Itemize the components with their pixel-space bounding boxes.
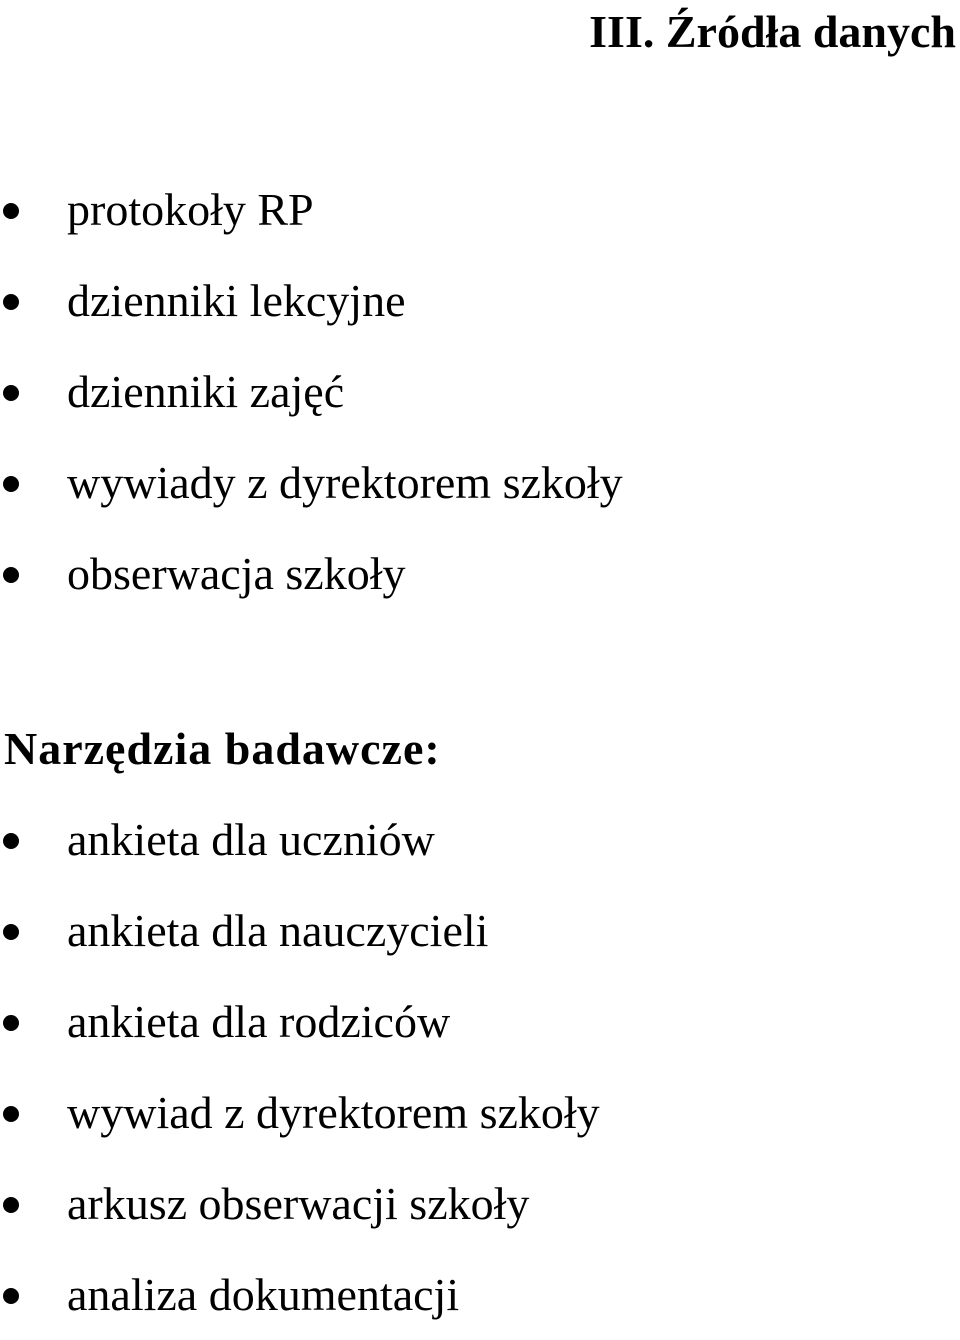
list-item-label: arkusz obserwacji szkoły bbox=[67, 1178, 530, 1229]
list-item-label: ankieta dla nauczycieli bbox=[67, 905, 489, 956]
bullet-icon bbox=[3, 924, 19, 940]
list-item bbox=[0, 1067, 960, 1158]
research-tools-list bbox=[0, 794, 960, 1340]
list-item bbox=[0, 976, 960, 1067]
bullet-icon bbox=[3, 1197, 19, 1213]
list-item-label: wywiady z dyrektorem szkoły bbox=[67, 457, 623, 508]
list-item-label: ankieta dla rodziców bbox=[67, 996, 451, 1047]
tools-heading: Narzędzia badawcze: bbox=[4, 723, 441, 774]
bullet-icon bbox=[3, 1106, 19, 1122]
bullet-icon bbox=[3, 476, 19, 492]
list-item bbox=[0, 885, 960, 976]
bullet-icon bbox=[3, 1015, 19, 1031]
bullet-icon bbox=[3, 203, 19, 219]
list-item-label: dzienniki zajęć bbox=[67, 366, 345, 417]
list-item-label: wywiad z dyrektorem szkoły bbox=[67, 1087, 600, 1138]
list-item bbox=[0, 528, 960, 619]
list-item-label: analiza dokumentacji bbox=[67, 1269, 460, 1320]
section-heading: III. Źródła danych bbox=[589, 6, 956, 57]
data-sources-list bbox=[0, 164, 960, 619]
list-item bbox=[0, 437, 960, 528]
list-item-label: dzienniki lekcyjne bbox=[67, 275, 406, 326]
bullet-icon bbox=[3, 1288, 19, 1304]
list-item bbox=[0, 1158, 960, 1249]
bullet-icon bbox=[3, 294, 19, 310]
list-item-label: protokoły RP bbox=[67, 184, 314, 235]
list-item bbox=[0, 164, 960, 255]
list-item bbox=[0, 346, 960, 437]
bullet-icon bbox=[3, 833, 19, 849]
list-item bbox=[0, 1249, 960, 1340]
list-item-label: obserwacja szkoły bbox=[67, 548, 406, 599]
list-item-label: ankieta dla uczniów bbox=[67, 814, 435, 865]
bullet-icon bbox=[3, 385, 19, 401]
bullet-icon bbox=[3, 567, 19, 583]
list-item bbox=[0, 255, 960, 346]
list-item bbox=[0, 794, 960, 885]
